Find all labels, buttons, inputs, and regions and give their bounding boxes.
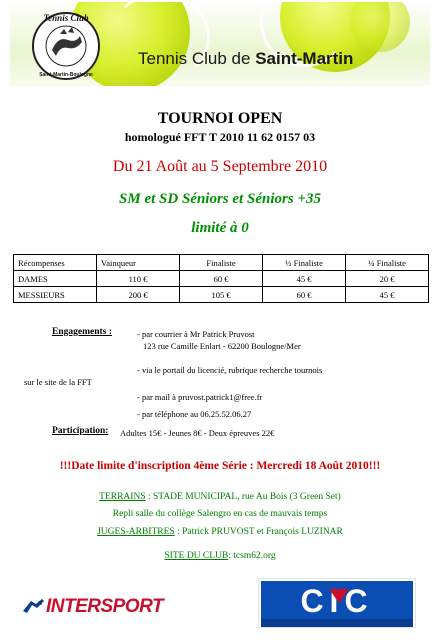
terrains-text: : STADE MUNICIPAL, rue Au Bois (3 Green Set) (145, 492, 341, 502)
terrains-line (0, 492, 440, 502)
table-header-cell: ¼ Finaliste (346, 255, 429, 271)
header-banner (10, 2, 430, 86)
participation-fees: Adultes 15€ - Jeunes 8€ - Deux épreuves 22€ (120, 428, 275, 438)
engagements-label: Engagements : (52, 327, 112, 337)
terrains-label: TERRAINS (99, 492, 146, 502)
table-cell: 60 € (180, 271, 263, 287)
table-cell: 200 € (97, 287, 180, 303)
participation-label: Participation: (52, 426, 109, 436)
engagement-phone-line: - par téléphone au 06.25.52.06.27 (137, 409, 252, 419)
table-cell: 20 € (346, 271, 429, 287)
engagement-mail-line: - par courrier à Mr Patrick Pruvost (137, 329, 255, 339)
table-header-cell: Récompenses (14, 255, 97, 271)
svg-text:Saint-Martin-Boulogne: Saint-Martin-Boulogne (39, 72, 93, 78)
intersport-logo (20, 596, 163, 618)
engagement-address-line: 123 rue Camille Enlart - 62200 Boulogne/Mer (143, 341, 301, 351)
club-site-line (0, 551, 440, 561)
table-cell: 110 € (97, 271, 180, 287)
cic-stripe (261, 619, 413, 627)
table-header-row (14, 255, 429, 271)
judges-text: : Patrick PRUVOST et François LUZINAR (174, 527, 343, 537)
table-header-cell: Vainqueur (97, 255, 180, 271)
cic-wordmark: CIC (300, 583, 374, 619)
engagement-web-line2: sur le site de la FFT (24, 377, 92, 387)
table-cell: 105 € (180, 287, 263, 303)
table-cell: 45 € (346, 287, 429, 303)
intersport-wordmark: INTERSPORT (46, 596, 164, 617)
judges-label: JUGES-ARBITRES (97, 527, 175, 537)
tournament-title: TOURNOI OPEN (157, 110, 283, 127)
site-url: : tcsm62.org (228, 551, 276, 561)
table-row (14, 271, 429, 287)
table-cell: 60 € (263, 287, 346, 303)
cic-triangle-icon (329, 589, 349, 603)
svg-text:Tennis Club: Tennis Club (43, 13, 89, 23)
club-name: Tennis Club de Saint-Martin (138, 49, 354, 68)
table-cell: 45 € (263, 271, 346, 287)
intersport-runner-icon (20, 597, 46, 617)
tournament-dates: Du 21 Août au 5 Septembre 2010 (112, 158, 328, 175)
engagement-email-line: - par mail à pruvost.patrick1@free.fr (137, 392, 263, 402)
table-cell: DAMES (14, 271, 97, 287)
deadline-notice: !!!Date limite d'inscription 4ème Série : Mercredi 18 Août 2010!!! (59, 460, 381, 472)
homologation-number: homologué FFT T 2010 11 62 0157 03 (124, 130, 316, 144)
cic-logo (258, 578, 416, 628)
table-header-cell: ½ Finaliste (263, 255, 346, 271)
engagement-web-line: - via le portail du licencié, rubrique recherche tournois (137, 365, 323, 375)
tournament-categories: SM et SD Séniors et Séniors +35 (119, 191, 321, 207)
table-cell: MESSIEURS (14, 287, 97, 303)
prize-table (13, 254, 429, 303)
judges-line (0, 527, 440, 537)
table-row (14, 287, 429, 303)
site-label: SITE DU CLUB (164, 551, 229, 561)
tournament-limit: limité à 0 (191, 220, 249, 236)
fallback-venue-line: Repli salle du collège Salengro en cas de mauvais temps (112, 509, 328, 519)
table-header-cell: Finaliste (180, 255, 263, 271)
club-logo-icon (30, 10, 102, 82)
